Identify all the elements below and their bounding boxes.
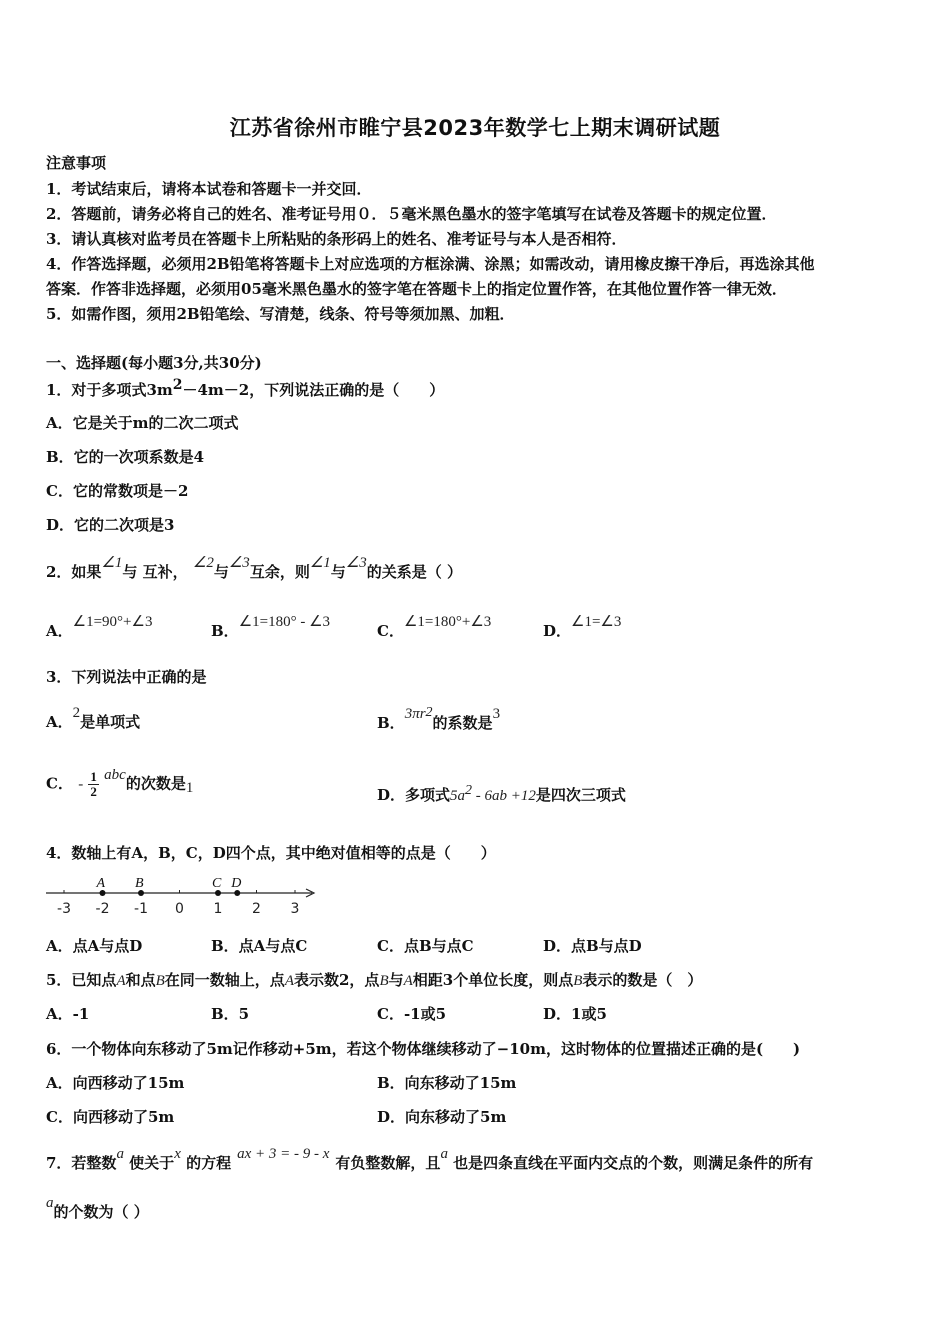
q4-option-b: B．点A与点C	[211, 937, 308, 955]
question-7-stem: 7．若整数a 使关于x 的方程 ax + 3 = - 9 - x 有负整数解，且a 也是四条直线在平面内交点的个数，则满足条件的所有	[46, 1146, 814, 1172]
notice-item: 2．答题前，请务必将自己的姓名、准考证号用０．５毫米黑色墨水的签字笔填写在试卷及答题卡的规定位置．	[46, 205, 777, 223]
number-line-tick-label: 0	[175, 901, 184, 917]
q3-option-a: A．2是单项式	[46, 705, 141, 731]
question-6-stem: 6．一个物体向东移动了5m记作移动+5m，若这个物体继续移动了−10m，这时物体的位置描述正确的是( )	[46, 1040, 801, 1058]
question-5-stem: 5．已知点A和点B在同一数轴上，点A表示数2，点B与A相距3个单位长度，则点B表示的数是（ ）	[46, 971, 703, 989]
q6-option-c: C．向西移动了5m	[46, 1108, 175, 1126]
number-line	[44, 872, 324, 922]
q6-option-b: B．向东移动了15m	[377, 1074, 517, 1092]
number-line-point-label: A	[96, 876, 106, 891]
q1-option-d: D．它的二次项是3	[46, 516, 175, 534]
notice-item: 5．如需作图，须用2B铅笔绘、写清楚，线条、符号等须加黑、加粗．	[46, 305, 515, 323]
q2-option-c: C．∠1=180°+∠3	[377, 614, 492, 640]
number-line-tick-label: 2	[252, 901, 261, 917]
page-title: 江苏省徐州市睢宁县2023年数学七上期末调研试题	[229, 116, 721, 140]
q2-option-b: B．∠1=180° - ∠3	[211, 614, 331, 640]
number-line-point-label: B	[135, 876, 144, 891]
q3-option-d: D．多项式$5a^2 - 6ab +12$是四次三项式	[377, 783, 626, 804]
question-7-stem-cont: a的个数为（ ）	[46, 1195, 149, 1221]
notice-item: 4．作答选择题，必须用2B铅笔将答题卡上对应选项的方框涂满、涂黑；如需改动，请用橡皮擦干净后，再选涂其他	[46, 255, 815, 273]
q6-option-d: D．向东移动了5m	[377, 1108, 507, 1126]
notice-item: 3．请认真核对监考员在答题卡上所粘贴的条形码上的姓名、准考证号与本人是否相符．	[46, 230, 627, 248]
question-1-stem: 1．对于多项式$3m^2-4m-2$，下列说法正确的是（ ）	[46, 377, 445, 399]
q1-option-b: B．它的一次项系数是4	[46, 448, 205, 466]
number-line-tick-label: -3	[57, 901, 71, 917]
notice-item: 答案．作答非选择题，必须用05毫米黑色墨水的签字笔在答题卡上的指定位置作答，在其他位置作答一律无效．	[46, 280, 787, 298]
q5-option-b: B．5	[211, 1005, 250, 1023]
notice-item: 1．考试结束后，请将本试卷和答题卡一并交回．	[46, 180, 372, 198]
number-line-tick-label: 3	[290, 901, 300, 917]
question-2-stem: 2．如果∠1与 互补， ∠2与∠3互余，则∠1与∠3的关系是（ ）	[46, 555, 462, 581]
q1-option-c: C．它的常数项是－2	[46, 482, 189, 500]
number-line-point-label: C	[212, 876, 222, 891]
q3-option-b: B．$3\pi r^2$的系数是3	[377, 705, 501, 732]
q4-option-a: A．点A与点D	[46, 937, 143, 955]
number-line-tick-label: 1	[213, 901, 223, 917]
q5-option-a: A．-1	[46, 1005, 90, 1023]
q2-option-a: A．∠1=90°+∠3	[46, 614, 153, 640]
q5-option-d: D．1或5	[543, 1005, 607, 1023]
notice-heading: 注意事项	[46, 154, 107, 172]
section-heading: 一、选择题(每小题3分,共30分)	[46, 354, 262, 372]
question-3-stem: 3．下列说法中正确的是	[46, 668, 207, 686]
q1-option-a: A．它是关于m的二次二项式	[46, 414, 239, 432]
number-line-point-label: D	[231, 876, 242, 891]
q4-option-d: D．点B与点D	[543, 937, 642, 955]
q5-option-c: C．-1或5	[377, 1005, 447, 1023]
fraction: $\frac{1}{2}$	[90, 769, 97, 799]
question-4-stem: 4．数轴上有A，B，C，D四个点，其中绝对值相等的点是（ ）	[46, 844, 496, 862]
number-line-tick-label: -2	[95, 901, 110, 917]
q2-option-d: D．∠1=∠3	[543, 614, 622, 640]
q3-option-c: C． - $\frac{1}{2}$ abc的次数是1	[46, 766, 194, 799]
number-line-tick-label: -1	[134, 901, 148, 917]
q6-option-a: A．向西移动了15m	[46, 1074, 185, 1092]
q4-option-c: C．点B与点C	[377, 937, 474, 955]
